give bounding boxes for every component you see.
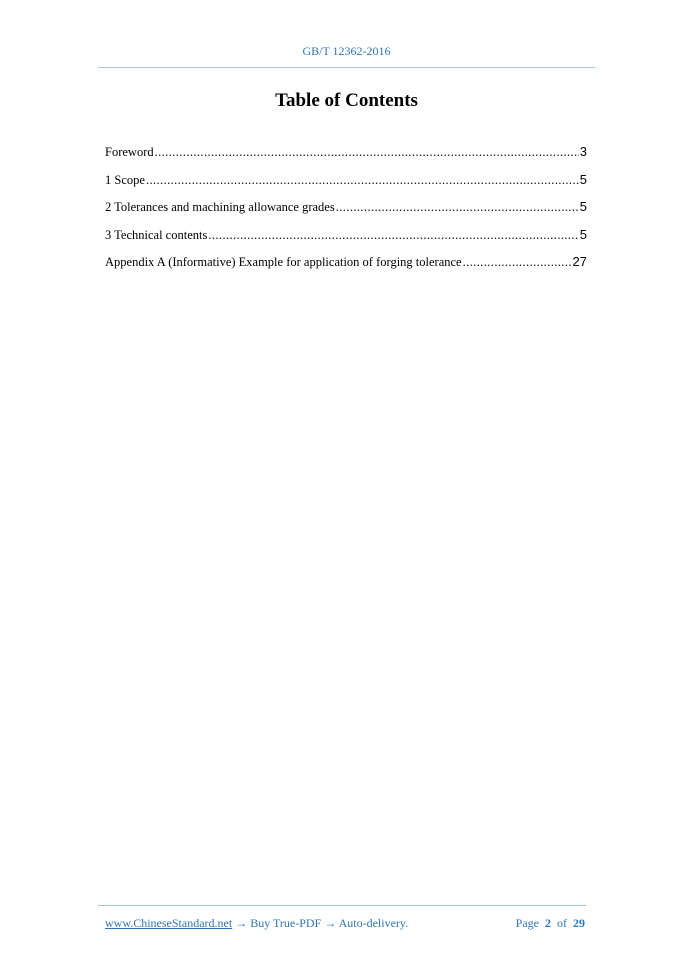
page-footer [105, 916, 585, 931]
toc-entry-page: 27 [572, 254, 587, 269]
toc-entry-page: 3 [579, 144, 587, 159]
footer-divider [98, 905, 586, 906]
toc-dot-leader [155, 145, 579, 160]
toc-entry-scope[interactable] [105, 172, 587, 200]
toc-entry-label: 3 Technical contents [105, 227, 208, 242]
chinese-standard-link[interactable]: www.ChineseStandard.net [105, 916, 233, 930]
arrow-right-icon: → [321, 916, 339, 930]
toc-entry-label: Foreword [105, 145, 154, 159]
page-word: Page [515, 916, 539, 930]
buy-true-pdf-text: Buy True-PDF [250, 916, 322, 930]
toc-dot-leader [463, 255, 572, 270]
toc-entry-technical-contents[interactable] [105, 227, 587, 255]
footer-promo [105, 916, 408, 931]
auto-delivery-text: Auto-delivery. [338, 916, 409, 930]
toc-entry-label: Appendix A (Informative) Example for application of forging tolerance [105, 255, 462, 269]
toc-entry-page: 5 [579, 199, 587, 214]
toc-dot-leader [146, 173, 579, 188]
arrow-right-icon: → [232, 916, 251, 930]
toc-entry-appendix-a[interactable] [105, 254, 587, 282]
page-title: Table of Contents [275, 90, 418, 111]
toc-dot-leader [208, 228, 578, 243]
toc-entry-page: 5 [579, 171, 587, 187]
total-pages-number: 29 [573, 916, 585, 930]
running-header: GB/T 12362-2016 [302, 44, 391, 58]
toc-entry-foreword[interactable] [105, 144, 587, 172]
of-word: of [557, 916, 567, 930]
page-counter [516, 916, 585, 931]
toc-entry-label: 2 Tolerances and machining allowance grades [105, 200, 335, 214]
table-of-contents [105, 144, 587, 282]
toc-entry-page: 5 [579, 226, 587, 242]
toc-dot-leader [336, 200, 579, 215]
toc-entry-label: 1 Scope [105, 172, 145, 187]
toc-entry-tolerances[interactable] [105, 199, 587, 227]
current-page-number: 2 [545, 916, 551, 930]
header-divider [98, 67, 595, 68]
